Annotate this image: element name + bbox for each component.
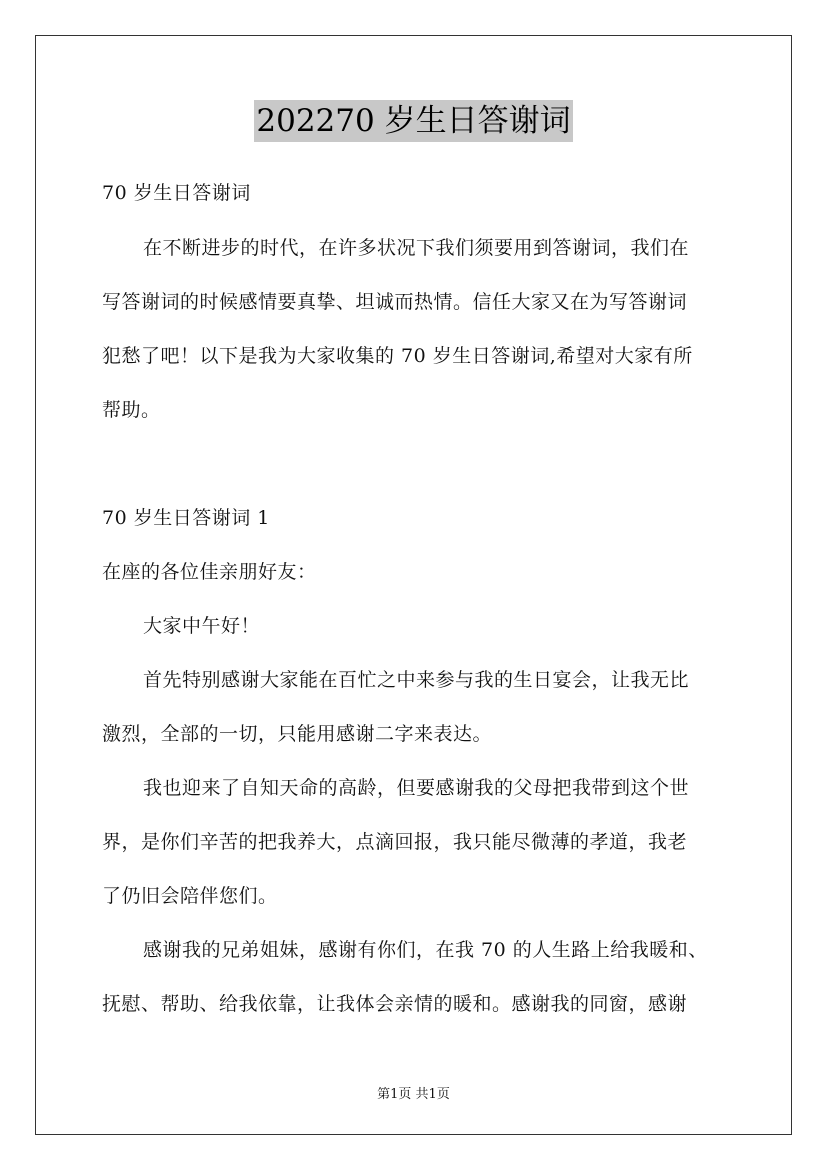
section-heading: 70 岁生日答谢词 1: [102, 507, 270, 529]
body-line-1: 首先特别感谢大家能在百忙之中来参与我的生日宴会，让我无比: [143, 669, 690, 691]
document-title: 202270 岁生日答谢词: [254, 100, 572, 142]
body-line-5: 了仍旧会陪伴您们。: [102, 885, 278, 907]
page-footer: 第1页 共1页: [377, 1087, 450, 1102]
body-line-3: 我也迎来了自知天命的高龄，但要感谢我的父母把我带到这个世: [143, 777, 690, 799]
body-line-2: 激烈，全部的一切，只能用感谢二字来表达。: [102, 723, 493, 745]
intro-line-2: 写答谢词的时候感情要真挚、坦诚而热情。信任大家又在为写答谢词: [102, 291, 688, 313]
body-line-6: 感谢我的兄弟姐妹，感谢有你们，在我 70 的人生路上给我暖和、: [143, 939, 708, 961]
intro-line-1: 在不断进步的时代，在许多状况下我们须要用到答谢词，我们在: [143, 237, 690, 259]
document-title-wrap: [0, 100, 827, 142]
intro-line-3: 犯愁了吧！以下是我为大家收集的 70 岁生日答谢词,希望对大家有所: [102, 345, 693, 367]
body-line-4: 界，是你们辛苦的把我养大，点滴回报，我只能尽微薄的孝道，我老: [102, 831, 688, 853]
greeting-line: 大家中午好！: [143, 615, 261, 637]
subtitle-line: 70 岁生日答谢词: [102, 182, 251, 204]
intro-line-4: 帮助。: [102, 399, 161, 421]
salutation-line: 在座的各位佳亲朋好友：: [102, 561, 317, 583]
body-line-7: 抚慰、帮助、给我依靠，让我体会亲情的暖和。感谢我的同窗，感谢: [102, 993, 688, 1015]
